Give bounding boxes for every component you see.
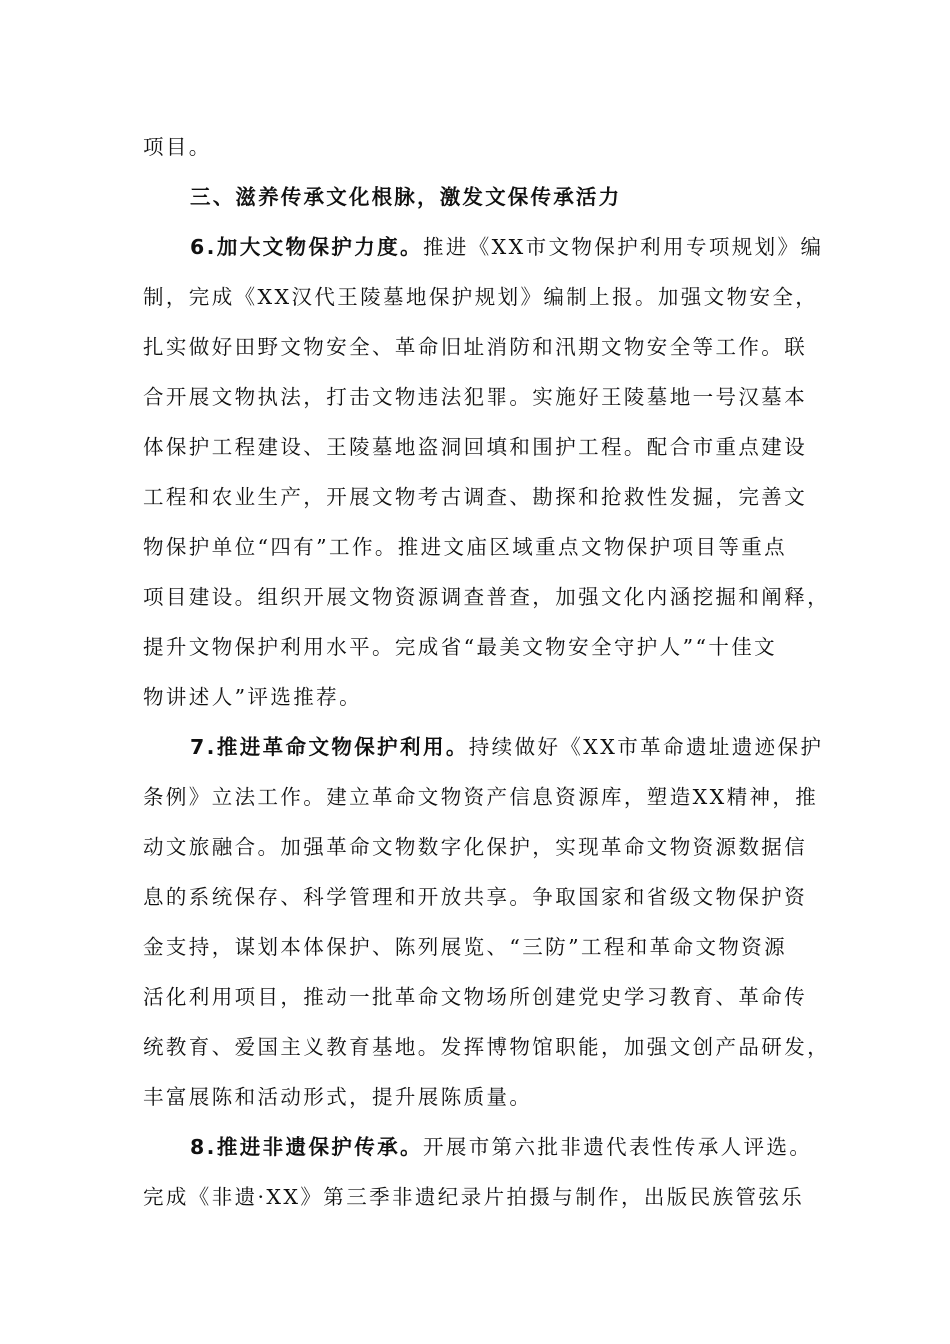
item-6-title: 6.加大文物保护力度。 — [190, 235, 423, 259]
text-line: 物讲述人”评选推荐。 — [143, 685, 362, 709]
text-line: 制，完成《XX汉代王陵墓地保护规划》编制上报。加强文物安全， — [143, 285, 819, 309]
text-line: 动文旅融合。加强革命文物数字化保护，实现革命文物资源数据信 — [143, 835, 808, 859]
text-line: 体保护工程建设、王陵墓地盗洞回填和围护工程。配合市重点建设 — [143, 435, 808, 459]
paragraph-7-first-line: 7.推进革命文物保护利用。持续做好《XX市革命遗址遗迹保护 — [190, 735, 824, 759]
text-line: 息的系统保存、科学管理和开放共享。争取国家和省级文物保护资 — [143, 885, 808, 909]
text-line: 合开展文物执法，打击文物违法犯罪。实施好王陵墓地一号汉墓本 — [143, 385, 808, 409]
text-line: 提升文物保护利用水平。完成省“最美文物安全守护人”“十佳文 — [143, 635, 778, 659]
text-line: 工程和农业生产，开展文物考古调查、勘探和抢救性发掘，完善文 — [143, 485, 808, 509]
text-line: 活化利用项目，推动一批革命文物场所创建党史学习教育、革命传 — [143, 985, 808, 1009]
paragraph-8-first-line: 8.推进非遗保护传承。开展市第六批非遗代表性传承人评选。 — [190, 1135, 813, 1159]
text-line: 丰富展陈和活动形式，提升展陈质量。 — [143, 1085, 533, 1109]
item-8-title: 8.推进非遗保护传承。 — [190, 1135, 423, 1159]
item-7-title: 7.推进革命文物保护利用。 — [190, 735, 469, 759]
text-line: 物保护单位“四有”工作。推进文庙区域重点文物保护项目等重点 — [143, 535, 788, 559]
text-line: 统教育、爱国主义教育基地。发挥博物馆职能，加强文创产品研发， — [143, 1035, 830, 1059]
text-line: 完成《非遗·XX》第三季非遗纪录片拍摄与制作，出版民族管弦乐 — [143, 1185, 805, 1209]
text-line: 项目。 — [143, 135, 212, 159]
text-line: 条例》立法工作。建立革命文物资产信息资源库，塑造XX精神，推 — [143, 785, 819, 809]
text-line: 项目建设。组织开展文物资源调查普查，加强文化内涵挖掘和阐释， — [143, 585, 830, 609]
paragraph-6-first-line: 6.加大文物保护力度。推进《XX市文物保护利用专项规划》编 — [190, 235, 824, 259]
text-line: 金支持，谋划本体保护、陈列展览、“三防”工程和革命文物资源 — [143, 935, 788, 959]
text-line: 扎实做好田野文物安全、革命旧址消防和汛期文物安全等工作。联 — [143, 335, 808, 359]
section-heading: 三、滋养传承文化根脉，激发文保传承活力 — [190, 185, 622, 209]
